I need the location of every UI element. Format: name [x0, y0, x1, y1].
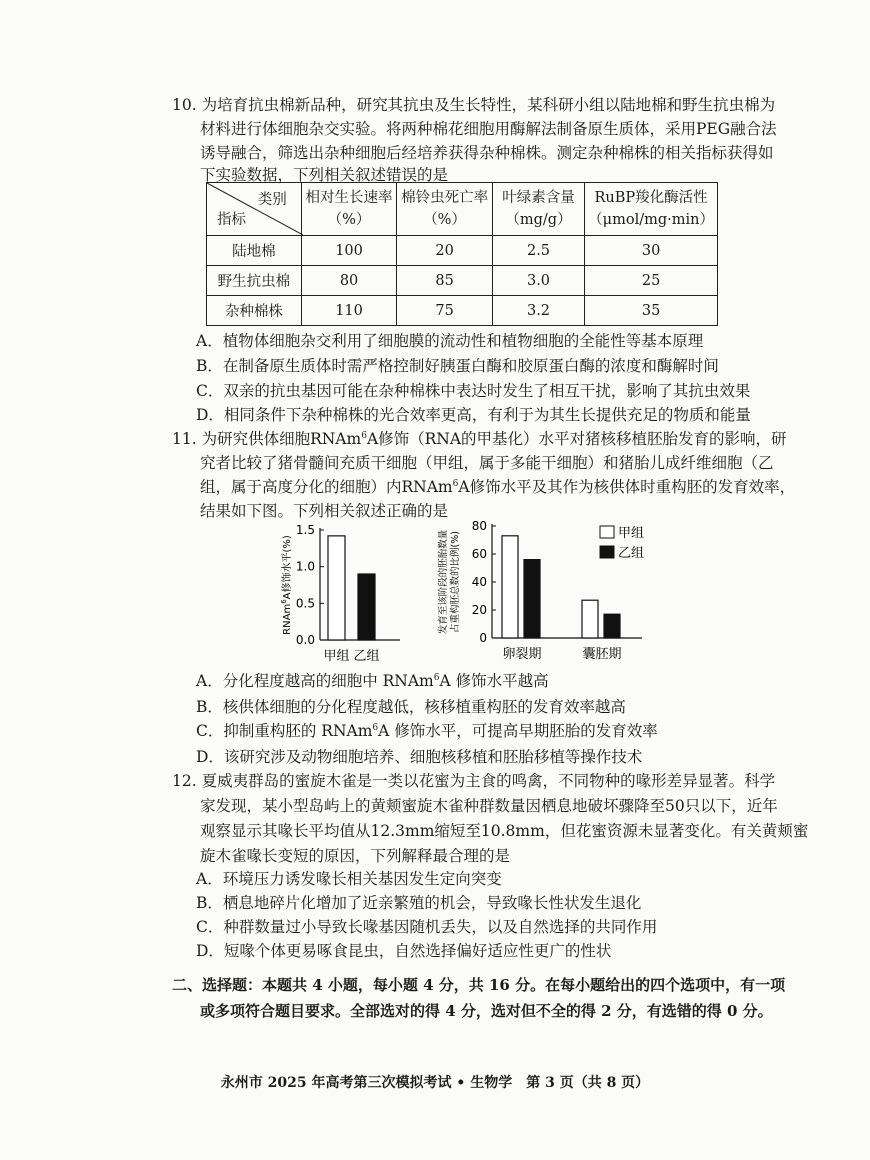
table-corner-top: 类别: [257, 192, 287, 208]
q10-line-4: 下实验数据，下列相关叙述错误的是: [200, 166, 449, 184]
table-header: [585, 183, 718, 236]
y-label-part: A修饰水平(%): [282, 535, 293, 600]
q12-option-a[interactable]: A．环境压力诱发喙长相关基因发生定向突变: [196, 870, 502, 888]
q12-line-2: 家发现，某小型岛屿上的黄颊蜜旋木雀种群数量因栖息地破坏骤降至50只以下，近年: [200, 797, 778, 815]
option-text: A．分化程度越高的细胞中 RNAm: [196, 672, 434, 690]
q11-line-1: [172, 428, 787, 450]
q12-line-3: 观察显示其喙长平均值从12.3mm缩短至10.8mm，但花蜜资源未显著变化。有关黄颊蜜: [200, 822, 809, 840]
table-cell: 20: [397, 236, 493, 266]
table-row: [207, 266, 718, 296]
header-unit: （mg/g）: [505, 212, 572, 228]
option-text: C．抑制重构胚的 RNAm: [196, 722, 373, 740]
table-cell: 85: [397, 266, 493, 296]
x-tick-label: 卵裂期: [502, 647, 542, 662]
row-label: 陆地棉: [207, 236, 302, 266]
q10-option-a[interactable]: A．植物体细胞杂交利用了细胞膜的流动性和植物细胞的全能性等基本原理: [196, 332, 704, 350]
q11-option-d[interactable]: D．该研究涉及动物细胞培养、细胞核移植和胚胎移植等操作技术: [196, 748, 643, 766]
bar-乙组-卵裂期: [524, 560, 540, 638]
table-header: [492, 183, 584, 236]
bar-甲组: [328, 536, 345, 640]
table-cell: 110: [301, 296, 397, 326]
bar-乙组: [358, 574, 375, 640]
q11-option-c[interactable]: [196, 720, 658, 742]
y-tick-label: 1.0: [295, 559, 315, 574]
row-label: 杂种棉株: [207, 296, 302, 326]
superscript: 6: [372, 722, 379, 733]
table-cell: 3.2: [492, 296, 584, 326]
table-cell: 3.0: [492, 266, 584, 296]
y-tick-label: 60: [471, 547, 487, 561]
y-tick-label: 20: [471, 603, 487, 617]
header-text: 棉铃虫死亡率: [401, 190, 489, 206]
table-row: [207, 296, 718, 326]
q11-option-a[interactable]: [196, 670, 549, 692]
q11-line-1-post: A修饰（RNA的甲基化）水平对猪核移植胚胎发育的影响，研: [366, 430, 787, 448]
y-label-part: RNAm: [282, 603, 293, 635]
y-axis-label: [280, 535, 293, 635]
header-text: 叶绿素含量: [502, 190, 575, 206]
q11-line-3-post: A修饰水平及其作为核供体时重构胚的发育效率，: [458, 478, 796, 496]
option-text: A 修饰水平越高: [439, 672, 549, 690]
q10-data-table: [206, 182, 718, 326]
q12-option-d[interactable]: D．短喙个体更易啄食昆虫，自然选择偏好适应性更广的性状: [196, 942, 612, 960]
q11-line-4: 结果如下图。下列相关叙述正确的是: [200, 502, 449, 520]
y-tick-label: 0: [479, 631, 487, 645]
superscript: 6: [452, 478, 459, 489]
q11-option-b[interactable]: B．核供体细胞的分化程度越低，核移植重构胚的发育效率越高: [196, 698, 626, 716]
y-tick-label: 1.5: [295, 523, 315, 537]
table-cell: 80: [301, 266, 397, 296]
chart-development-efficiency: [430, 512, 680, 670]
y-label-sup: 6: [280, 599, 288, 604]
option-text: A 修饰水平，可提高早期胚胎的发育效率: [378, 722, 658, 740]
x-tick-label: 甲组: [323, 649, 350, 664]
header-unit: （%）: [423, 212, 466, 228]
q12-line-1: 12. 夏威夷群岛的蜜旋木雀是一类以花蜜为主食的鸣禽，不同物种的喙形差异显著。科学: [172, 772, 776, 790]
y-axis-label: 发育至该阶段的胚胎数量: [438, 529, 449, 635]
q12-line-4: 旋木雀喙长变短的原因，下列解释最合理的是: [200, 847, 511, 865]
table-corner-bottom: 指标: [217, 212, 246, 228]
y-tick-label: 0.5: [295, 596, 315, 611]
q10-option-d[interactable]: D．相同条件下杂种棉株的光合效率更高，有利于为其生长提供充足的物质和能量: [196, 406, 751, 424]
superscript: 6: [433, 672, 440, 683]
table-header: [397, 183, 493, 236]
page-footer: 永州市 2025 年高考第三次模拟考试 • 生物学 第 3 页（共 8 页）: [220, 1075, 650, 1091]
q11-line-3-pre: 组，属于高度分化的细胞）内RNAm: [200, 478, 453, 496]
q10-line-2: 材料进行体细胞杂交实验。将两种棉花细胞用酶解法制备原生质体，采用PEG融合法: [200, 120, 777, 138]
q11-line-3: [200, 476, 795, 498]
table-cell: 30: [585, 236, 718, 266]
q11-line-1-pre: 11. 为研究供体细胞RNAm: [172, 430, 362, 448]
table-row: [207, 236, 718, 266]
q10-line-3: 诱导融合，筛选出杂种细胞后经培养获得杂种棉株。测定杂种棉株的相关指标获得如: [200, 144, 774, 162]
legend-swatch-甲组: [600, 526, 614, 538]
table-cell: 2.5: [492, 236, 584, 266]
bar-乙组-囊胚期: [604, 614, 620, 638]
table-cell: 75: [397, 296, 493, 326]
x-tick-label: 囊胚期: [582, 647, 622, 662]
q10-option-b[interactable]: B．在制备原生质体时需严格控制好胰蛋白酶和胶原蛋白酶的浓度和酶解时间: [196, 357, 719, 375]
y-tick-label: 40: [471, 575, 487, 589]
q11-line-2: 究者比较了猪骨髓间充质干细胞（甲组，属于多能干细胞）和猪胎儿成纤维细胞（乙: [200, 454, 774, 472]
bar-甲组-囊胚期: [582, 600, 598, 638]
legend-label: 乙组: [618, 546, 645, 561]
y-tick-label: 80: [471, 519, 487, 533]
q12-option-c[interactable]: C．种群数量过小导致长喙基因随机丢失，以及自然选择的共同作用: [196, 918, 658, 936]
row-label: 野生抗虫棉: [207, 266, 302, 296]
table-cell: 35: [585, 296, 718, 326]
header-unit: （%）: [327, 212, 371, 228]
table-header: [301, 183, 397, 236]
section2-line-1: 二、选择题：本题共 4 小题，每小题 4 分，共 16 分。在每小题给出的四个选项中，有一项: [172, 976, 786, 994]
superscript: 6: [361, 430, 367, 441]
legend-label: 甲组: [618, 526, 645, 541]
q10-line-1: 10. 为培育抗虫棉新品种，研究其抗虫及生长特性，某科研小组以陆地棉和野生抗虫棉为: [172, 96, 776, 114]
y-tick-label: 0.0: [295, 633, 315, 647]
bar-甲组-卵裂期: [502, 536, 518, 638]
section2-line-2: 或多项符合题目要求。全部选对的得 4 分，选对但不全的得 2 分，有选错的得 0 分。: [200, 1002, 773, 1020]
chart-rnam6a-level: [268, 520, 418, 670]
y-axis-label: 占重构胚总数的比例(%): [450, 531, 461, 633]
header-text: 相对生长速率: [305, 190, 393, 206]
header-unit: （μmol/mg·min）: [588, 212, 714, 228]
header-text: RuBP羧化酶活性: [594, 190, 708, 206]
legend-swatch-乙组: [600, 546, 614, 558]
table-cell: 100: [301, 236, 397, 266]
table-cell: 25: [585, 266, 718, 296]
q10-option-c[interactable]: C．双亲的抗虫基因可能在杂种棉株中表达时发生了相互干扰，影响了其抗虫效果: [196, 382, 751, 400]
q12-option-b[interactable]: B．栖息地碎片化增加了近亲繁殖的机会，导致喙长性状发生退化: [196, 894, 642, 912]
table-corner-cell: [207, 183, 302, 236]
x-tick-label: 乙组: [353, 649, 380, 664]
